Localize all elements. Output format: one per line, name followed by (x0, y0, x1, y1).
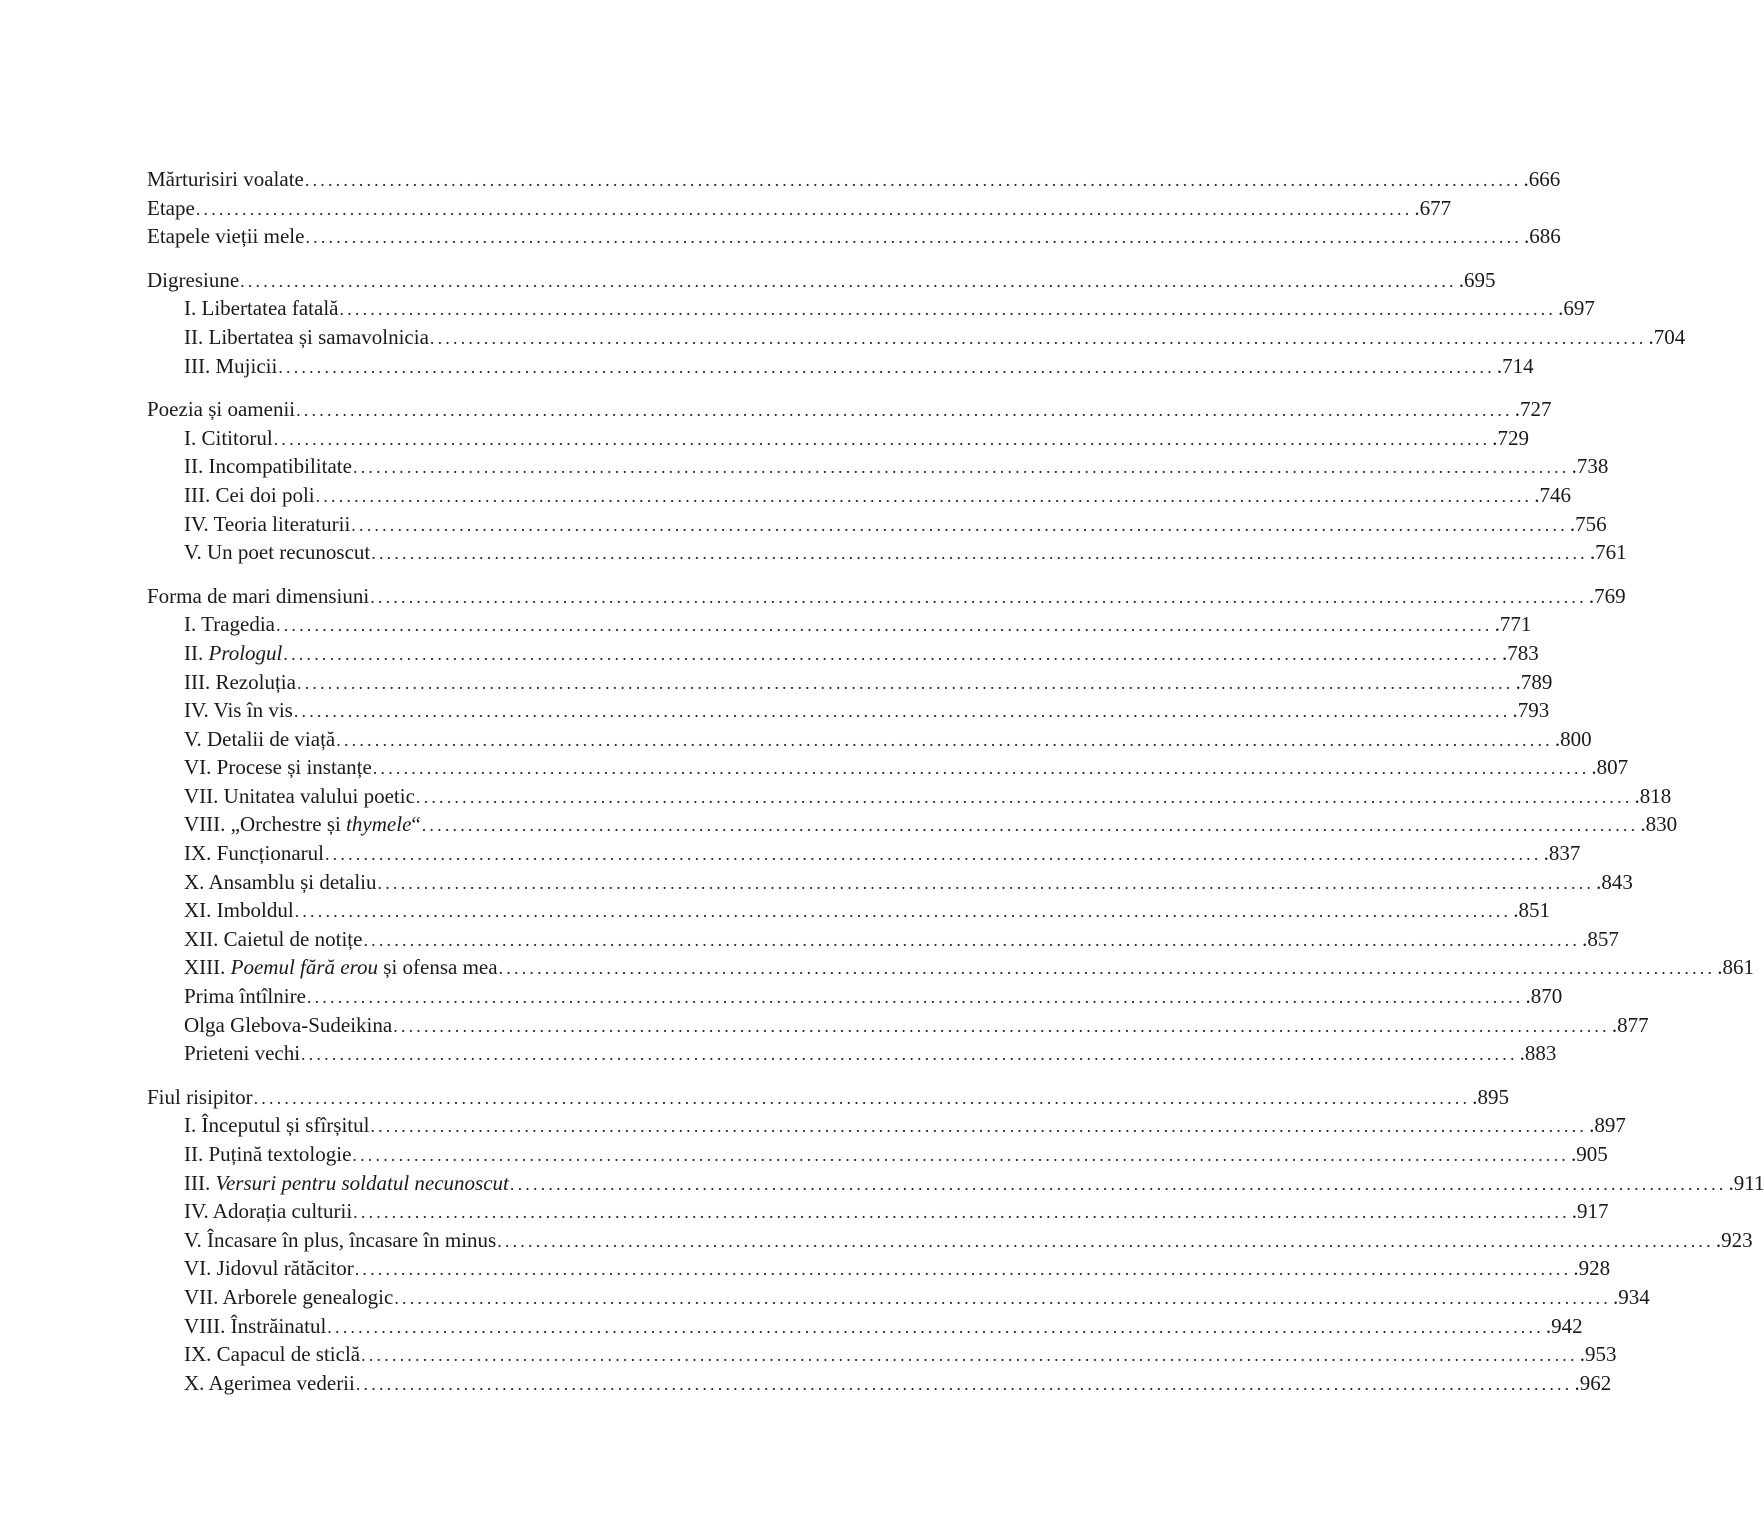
toc-entry-title-text: VIII. Înstrăinatul (184, 1313, 327, 1338)
toc-page-number: .677 (1414, 195, 1452, 220)
toc-subentry (147, 1140, 1608, 1169)
toc-subentry (147, 510, 1607, 539)
toc-entry-title-text: X. Ansamblu și detaliu (184, 869, 377, 894)
toc-subentry (147, 1226, 1753, 1255)
toc-entry-title-italic: Prologul (208, 640, 283, 665)
toc-entry-title (184, 725, 335, 754)
toc-subentry (147, 538, 1627, 567)
toc-entry-title (184, 1340, 360, 1369)
toc-entry-title-text: Prieteni vechi (184, 1041, 301, 1066)
toc-subentry (147, 753, 1629, 782)
dot-leader: .............................................................................................................................................................. (370, 586, 1587, 607)
toc-page-number: .870 (1525, 984, 1563, 1009)
toc-entry-title-text: II. (184, 640, 209, 665)
dot-leader: .............................................................................................................................................................. (276, 615, 1493, 636)
dot-leader: .............................................................................................................................................................. (293, 701, 1511, 722)
dot-leader: .............................................................................................................................................................. (240, 270, 1457, 291)
toc-entry-title (184, 352, 277, 381)
toc-subentry (147, 352, 1534, 381)
toc-page-number: .771 (1494, 612, 1532, 637)
toc-entry-title-italic: Versuri pentru soldatul necunoscut (215, 1170, 509, 1195)
toc-entry-title-text: Poezia și oamenii (147, 397, 296, 422)
toc-entry-title-text: Mărturisiri voalate (147, 167, 304, 191)
toc-entry-title (184, 510, 350, 539)
toc-entry-title-text: II. Puțină textologie (184, 1142, 352, 1166)
toc-entry (147, 582, 1626, 611)
toc-entry-title (147, 395, 295, 424)
toc-entry-title (184, 1197, 352, 1226)
toc-subentry (147, 668, 1553, 697)
toc-subentry (147, 1111, 1626, 1140)
dot-leader: .............................................................................................................................................................. (370, 1116, 1588, 1137)
dot-leader: .............................................................................................................................................................. (304, 170, 1522, 190)
toc-page-number: .756 (1569, 511, 1607, 536)
dot-leader: .............................................................................................................................................................. (352, 1145, 1569, 1165)
toc-entry-title-text: V. Detalii de viață (184, 726, 336, 751)
toc-section (147, 165, 1561, 251)
toc-subentry (147, 1197, 1609, 1226)
dot-leader: .............................................................................................................................................................. (296, 672, 1514, 693)
toc-entry-title-text: III. (184, 1170, 216, 1195)
dot-leader: .............................................................................................................................................................. (498, 958, 1716, 979)
toc-subentry (147, 294, 1595, 323)
toc-subentry (147, 639, 1539, 668)
toc-subentry (147, 452, 1609, 481)
toc-entry-title (184, 868, 377, 897)
toc-page-number: .942 (1545, 1313, 1583, 1338)
dot-leader: .............................................................................................................................................................. (393, 1015, 1610, 1036)
toc-subentry (147, 696, 1550, 725)
toc-entry-title-text: Etape (147, 195, 195, 220)
toc-page-number: .877 (1611, 1012, 1649, 1037)
toc-entry-title-text: III. Rezoluția (184, 669, 296, 694)
toc-page-number: .851 (1513, 898, 1551, 923)
toc-entry-title (147, 266, 239, 295)
toc-page-number: .727 (1514, 397, 1552, 422)
toc-entry-title-text: IV. Vis în vis (184, 698, 293, 723)
dot-leader: .............................................................................................................................................................. (315, 485, 1533, 506)
toc-subentry (147, 839, 1581, 868)
dot-leader: .............................................................................................................................................................. (301, 1044, 1518, 1065)
dot-leader: .............................................................................................................................................................. (306, 987, 1524, 1008)
toc-entry-title-text: IX. Capacul de sticlă (184, 1342, 361, 1367)
toc-entry-title (184, 1254, 354, 1283)
dot-leader: .............................................................................................................................................................. (327, 1316, 1544, 1337)
toc-entry (147, 1083, 1509, 1112)
toc-page-number: .807 (1591, 755, 1629, 780)
dot-leader: .............................................................................................................................................................. (253, 1087, 1471, 1108)
toc-page-number: .783 (1502, 640, 1539, 665)
toc-page-number: .861 (1717, 955, 1754, 980)
toc-entry-title-text: IV. Adorația culturii (184, 1199, 353, 1224)
toc-subentry (147, 1283, 1650, 1312)
toc-entry-title (184, 1169, 509, 1198)
toc-subentry (147, 1312, 1583, 1341)
toc-page-number: .769 (1588, 583, 1626, 608)
toc-entry-title-text: V. Încasare în plus, încasare în minus (184, 1227, 497, 1252)
toc-page-number: .686 (1524, 224, 1561, 249)
toc-entry-title (184, 1226, 496, 1255)
table-of-contents (147, 165, 1764, 1397)
toc-entry-title-text: I. Tragedia (184, 612, 275, 637)
dot-leader: .............................................................................................................................................................. (273, 428, 1491, 449)
toc-page-number: .911 (1728, 1170, 1764, 1195)
dot-leader: .............................................................................................................................................................. (352, 457, 1570, 478)
toc-entry-title (147, 222, 304, 251)
toc-subentry (147, 1254, 1611, 1283)
toc-entry-title-text: Fiul risipitor (147, 1084, 253, 1109)
toc-entry-title-text: I. Libertatea fatală (184, 296, 339, 321)
toc-entry-title-text: VIII. „Orchestre și (184, 812, 347, 837)
toc-entry-title (184, 753, 372, 782)
toc-entry-title-text: II. Incompatibilitate (184, 454, 352, 479)
dot-leader: .............................................................................................................................................................. (351, 514, 1568, 535)
dot-leader: .............................................................................................................................................................. (415, 786, 1633, 807)
toc-entry-title-text: I. Cititorul (184, 425, 273, 450)
toc-section (147, 1083, 1764, 1398)
toc-entry-title (184, 810, 421, 839)
toc-page-number: .830 (1640, 812, 1678, 837)
toc-page-number: .695 (1458, 267, 1496, 292)
dot-leader: .............................................................................................................................................................. (421, 815, 1639, 836)
dot-leader: .............................................................................................................................................................. (195, 198, 1413, 219)
dot-leader: .............................................................................................................................................................. (509, 1173, 1727, 1194)
toc-entry-title (184, 452, 352, 481)
toc-entry-title (184, 1111, 369, 1140)
toc-entry-title (184, 1369, 355, 1398)
toc-entry (147, 266, 1496, 295)
toc-entry-title-text: “ (411, 812, 421, 837)
toc-page-number: .800 (1554, 726, 1592, 751)
toc-entry-title (184, 668, 296, 697)
toc-entry-title-text: X. Agerimea vederii (184, 1370, 355, 1395)
toc-page-number: .895 (1472, 1084, 1509, 1109)
toc-entry-title-text: XII. Caietul de notițe (184, 926, 363, 951)
toc-page-number: .953 (1579, 1342, 1617, 1367)
dot-leader: .............................................................................................................................................................. (429, 327, 1647, 348)
dot-leader: .............................................................................................................................................................. (278, 356, 1495, 377)
toc-entry-title (184, 1312, 326, 1341)
dot-leader: .............................................................................................................................................................. (363, 929, 1581, 950)
toc-page-number: .729 (1492, 425, 1530, 450)
dot-leader: .............................................................................................................................................................. (361, 1345, 1578, 1366)
toc-page-number: .934 (1612, 1284, 1650, 1309)
toc-entry-title-text: IX. Funcționarul (184, 841, 324, 866)
toc-subentry (147, 925, 1619, 954)
toc-entry-title (184, 782, 415, 811)
toc-entry-title (184, 982, 306, 1011)
dot-leader: .............................................................................................................................................................. (339, 299, 1557, 320)
toc-page-number: .837 (1543, 841, 1581, 866)
toc-subentry (147, 481, 1572, 510)
dot-leader: .............................................................................................................................................................. (372, 758, 1590, 779)
toc-entry-title (184, 839, 324, 868)
toc-entry-title-text: Forma de mari dimensiuni (147, 583, 370, 608)
toc-entry (147, 395, 1552, 424)
dot-leader: .............................................................................................................................................................. (371, 543, 1588, 564)
toc-entry-title-text: Etapele vieții mele (147, 224, 305, 249)
toc-entry-title (184, 424, 273, 453)
toc-entry-title (147, 1083, 253, 1112)
toc-subentry (147, 982, 1563, 1011)
toc-entry-title (184, 481, 315, 510)
toc-page-number: .666 (1523, 167, 1561, 191)
toc-subentry (147, 1369, 1612, 1398)
toc-entry (147, 165, 1561, 194)
toc-page-number: .857 (1582, 926, 1619, 951)
toc-entry-title-text: II. Libertatea și samavolnicia (184, 324, 429, 349)
toc-entry-title-text: III. Mujicii (184, 353, 278, 378)
toc-entry (147, 194, 1452, 223)
dot-leader: .............................................................................................................................................................. (354, 1259, 1572, 1280)
dot-leader: .............................................................................................................................................................. (294, 901, 1512, 922)
toc-subentry (147, 424, 1530, 453)
toc-entry-title (184, 1283, 393, 1312)
toc-entry-title-text: Prima întîlnire (184, 984, 306, 1009)
toc-entry-title (184, 538, 370, 567)
toc-page-number: .923 (1715, 1227, 1753, 1252)
toc-subentry (147, 610, 1532, 639)
toc-subentry (147, 1039, 1557, 1068)
toc-page-number: .962 (1574, 1370, 1612, 1395)
toc-entry-title (184, 696, 293, 725)
toc-page-number: .843 (1596, 869, 1633, 894)
toc-entry-title-text: VII. Unitatea valului poetic (184, 783, 415, 808)
toc-entry-title-text: XI. Imboldul (184, 898, 294, 923)
toc-page-number: .905 (1571, 1142, 1608, 1166)
toc-entry-title (147, 165, 304, 194)
dot-leader: .............................................................................................................................................................. (355, 1373, 1573, 1394)
toc-entry-title-text: și ofensa mea (378, 955, 498, 980)
toc-subentry (147, 1169, 1764, 1198)
toc-page-number: .746 (1534, 482, 1572, 507)
toc-page-number: .793 (1512, 698, 1550, 723)
toc-entry-title (184, 294, 338, 323)
toc-entry-title-italic: thymele (346, 812, 412, 837)
dot-leader: .............................................................................................................................................................. (353, 1202, 1570, 1223)
toc-section (147, 582, 1754, 1068)
toc-entry (147, 222, 1561, 251)
toc-entry-title (184, 896, 294, 925)
toc-page-number: .697 (1558, 296, 1595, 321)
toc-entry-title-text: Digresiune (147, 267, 240, 292)
toc-page-number: .704 (1648, 324, 1686, 349)
dot-leader: .............................................................................................................................................................. (324, 844, 1542, 865)
toc-page-number: .928 (1573, 1256, 1611, 1281)
toc-subentry (147, 1340, 1617, 1369)
toc-entry-title-text: VII. Arborele genealogic (184, 1284, 394, 1309)
toc-entry-title-text: IV. Teoria literaturii (184, 511, 351, 536)
toc-section (147, 266, 1686, 380)
toc-subentry (147, 1011, 1649, 1040)
toc-subentry (147, 725, 1592, 754)
dot-leader: .............................................................................................................................................................. (336, 729, 1553, 750)
toc-entry-title (184, 1039, 300, 1068)
toc-entry-title (184, 323, 429, 352)
toc-entry-title-text: VI. Jidovul rătăcitor (184, 1256, 354, 1281)
toc-section (147, 395, 1627, 567)
toc-page-number: .789 (1515, 669, 1553, 694)
dot-leader: .............................................................................................................................................................. (305, 227, 1523, 248)
dot-leader: .............................................................................................................................................................. (377, 872, 1595, 893)
toc-subentry (147, 323, 1686, 352)
toc-entry-title (147, 194, 195, 223)
toc-page-number: .818 (1634, 783, 1672, 808)
toc-entry-title (184, 1011, 392, 1040)
toc-page-number: .714 (1496, 353, 1534, 378)
toc-subentry (147, 782, 1672, 811)
toc-entry-title (184, 639, 282, 668)
toc-subentry (147, 810, 1678, 839)
toc-entry-title-text: III. Cei doi poli (184, 482, 315, 507)
dot-leader: .............................................................................................................................................................. (497, 1230, 1714, 1251)
toc-entry-title-italic: Poemul fără erou (230, 955, 379, 980)
toc-page-number: .917 (1571, 1199, 1609, 1224)
toc-subentry (147, 953, 1754, 982)
toc-entry-title (184, 610, 275, 639)
toc-entry-title (147, 582, 369, 611)
toc-entry-title-text: I. Începutul și sfîrșitul (184, 1113, 370, 1138)
toc-entry-title (184, 925, 362, 954)
toc-subentry (147, 868, 1633, 897)
toc-subentry (147, 896, 1551, 925)
toc-entry-title (184, 1140, 351, 1169)
toc-page-number: .883 (1519, 1041, 1557, 1066)
toc-entry-title-text: XIII. (184, 955, 231, 980)
dot-leader: .............................................................................................................................................................. (296, 400, 1513, 421)
dot-leader: .............................................................................................................................................................. (283, 643, 1500, 664)
toc-entry-title-text: VI. Procese și instanțe (184, 755, 372, 780)
toc-entry-title (184, 953, 498, 982)
dot-leader: .............................................................................................................................................................. (394, 1287, 1611, 1308)
toc-page-number: .897 (1589, 1113, 1626, 1138)
toc-entry-title-text: Olga Glebova-Sudeikina (184, 1012, 393, 1037)
toc-entry-title-text: V. Un poet recunoscut (184, 540, 371, 565)
toc-page-number: .738 (1571, 454, 1609, 479)
toc-page-number: .761 (1589, 540, 1627, 565)
